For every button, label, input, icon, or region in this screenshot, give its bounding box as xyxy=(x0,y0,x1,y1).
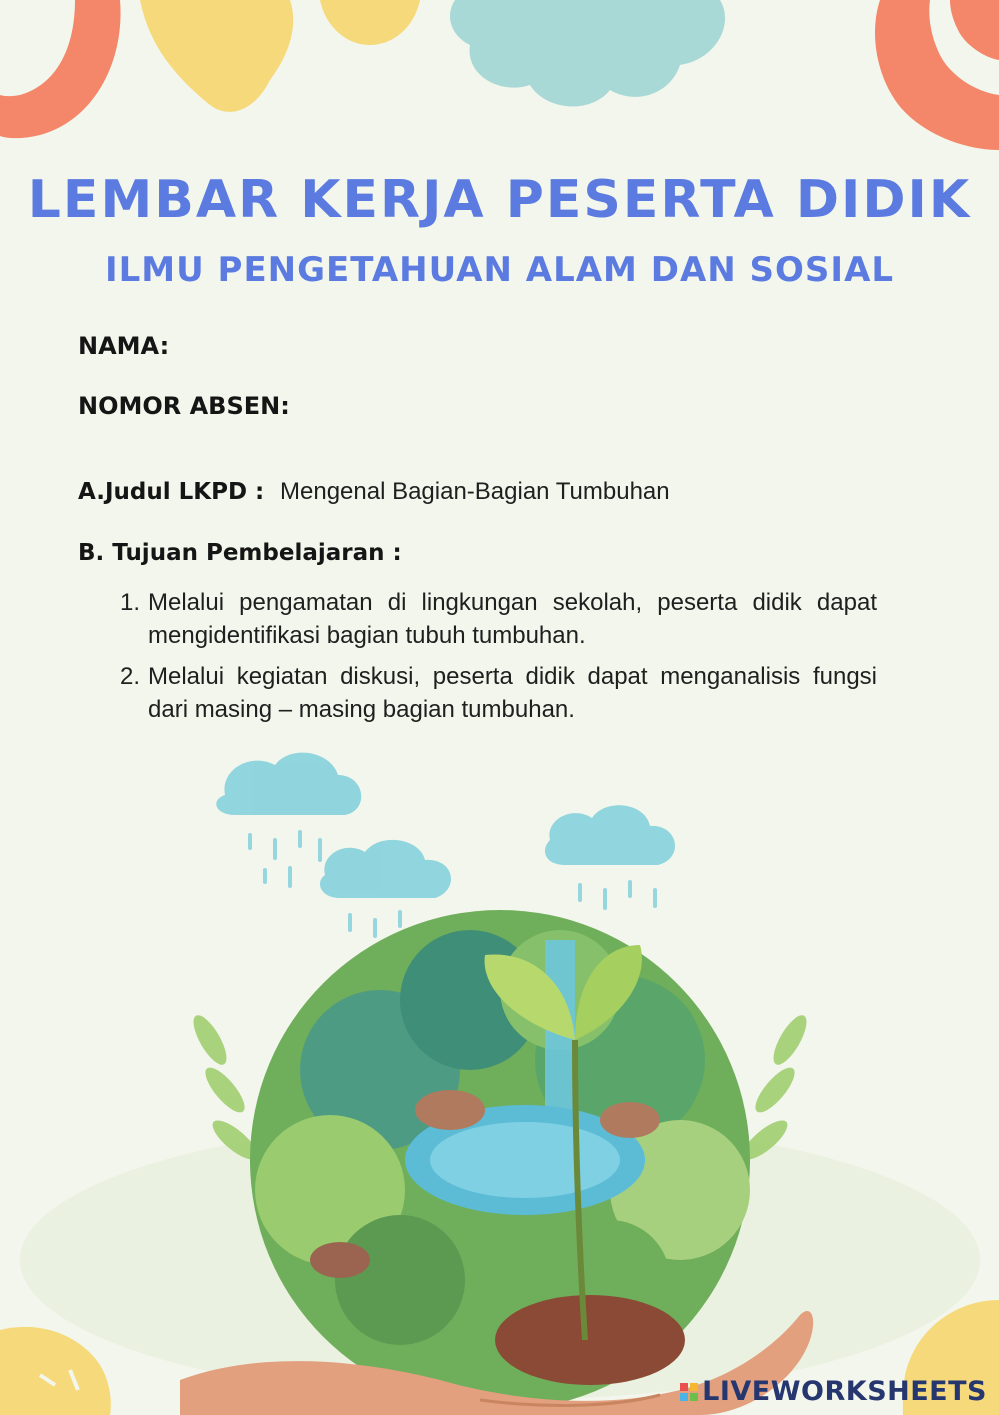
tujuan-label: B. Tujuan Pembelajaran : xyxy=(78,540,402,566)
name-label: NAMA: xyxy=(78,332,170,360)
list-text: Melalui pengamatan di lingkungan sekolah, peserta didik dapat mengidentifikasi bagian tubuh tumbuhan. xyxy=(148,589,877,649)
judul-value: Mengenal Bagian-Bagian Tumbuhan xyxy=(280,478,670,505)
liveworksheets-logo-icon xyxy=(680,1383,698,1401)
earth-plant-illustration xyxy=(180,740,820,1415)
page-title: LEMBAR KERJA PESERTA DIDIK xyxy=(27,170,972,230)
absen-label: NOMOR ABSEN: xyxy=(78,392,290,420)
list-item xyxy=(120,660,877,726)
list-item xyxy=(120,586,877,652)
teal-cloud-shape xyxy=(450,0,725,106)
list-number: 1. xyxy=(120,589,141,616)
list-text: Melalui kegiatan diskusi, peserta didik dapat menganalisis fungsi dari masing – masing bagian tumbuhan. xyxy=(148,663,877,723)
judul-label: A.Judul LKPD : xyxy=(78,479,265,505)
cloud-icon xyxy=(216,753,675,898)
yellow-blob-shape xyxy=(140,0,293,112)
yellow-bottom-left-shape xyxy=(0,1327,111,1415)
watermark-text: LIVEWORKSHEETS xyxy=(702,1376,987,1407)
list-number: 2. xyxy=(120,663,141,690)
tujuan-list xyxy=(120,586,877,734)
liveworksheets-watermark xyxy=(680,1376,987,1407)
page-subtitle: ILMU PENGETAHUAN ALAM DAN SOSIAL xyxy=(104,250,895,290)
